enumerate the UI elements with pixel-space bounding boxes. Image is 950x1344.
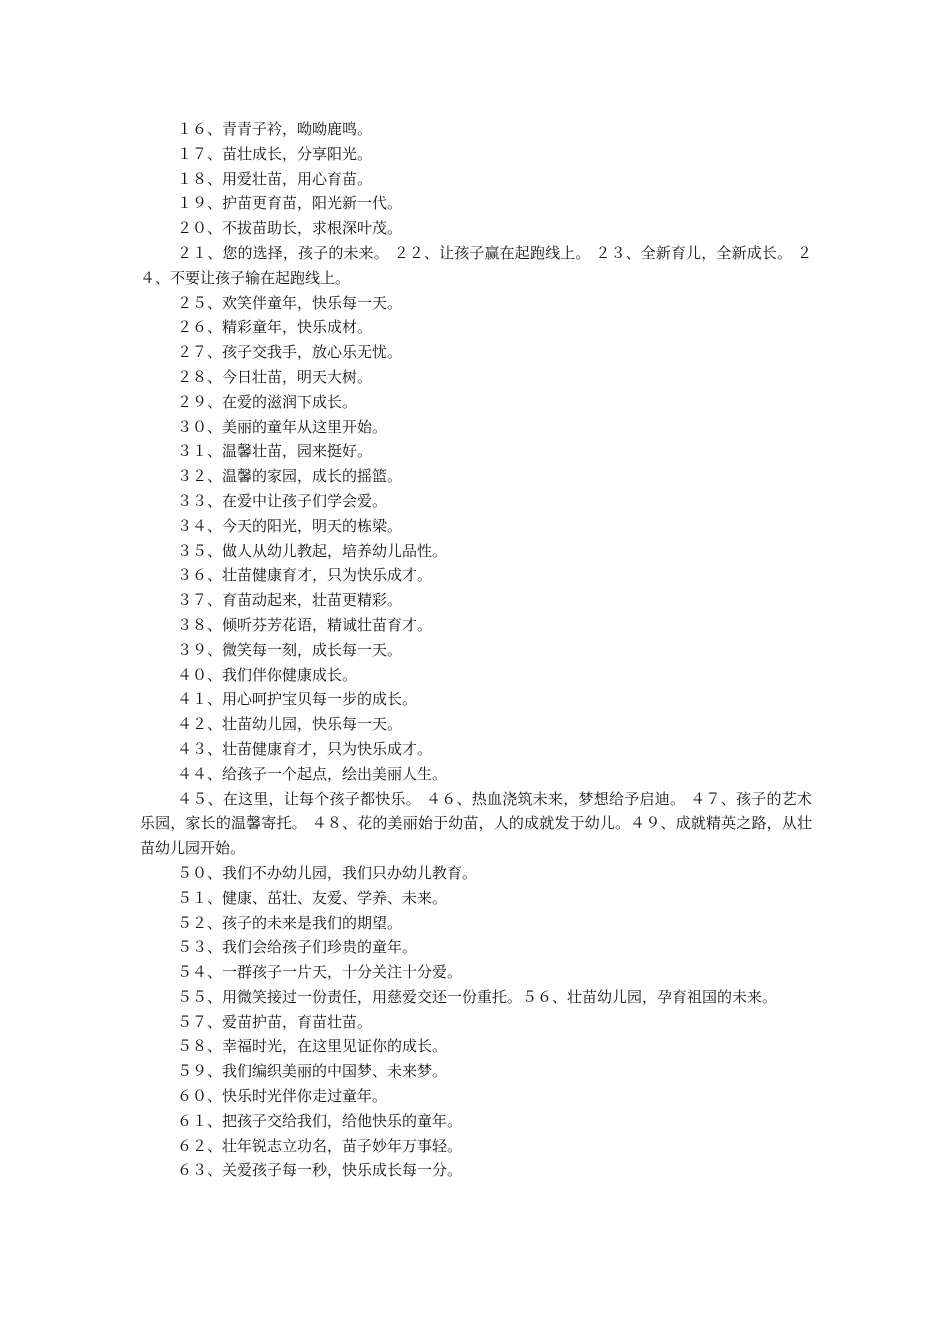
- paragraph-55-56: ５５、用微笑接过一份责任，用慈爱交还一份重托。５６、壮苗幼儿园，孕育祖国的未来。: [177, 987, 778, 1006]
- paragraph-21-24: ２１、您的选择，孩子的未来。 ２２、让孩子赢在起跑线上。 ２３、全新育儿，全新成长。 ２４、不要让孩子输在起跑线上。: [140, 243, 812, 287]
- paragraph-33: ３３、在爱中让孩子们学会爱。: [177, 491, 388, 510]
- paragraph-20: ２０、不拔苗助长，求根深叶茂。: [177, 219, 403, 238]
- paragraph-38: ３８、倾听芬芳花语，精诚壮苗育才。: [177, 615, 433, 634]
- paragraph-31: ３１、温馨壮苗，园来挺好。: [177, 442, 373, 461]
- paragraph-36: ３６、壮苗健康育才，只为快乐成才。: [177, 566, 433, 585]
- paragraph-35: ３５、做人从幼儿教起，培养幼儿品性。: [177, 541, 448, 560]
- paragraph-16: １６、青青子衿，呦呦鹿鸣。: [177, 120, 373, 138]
- paragraph-28: ２８、今日壮苗，明天大树。: [177, 367, 373, 386]
- paragraph-40: ４０、我们伴你健康成长。: [177, 665, 358, 684]
- paragraph-57: ５７、爱苗护苗，育苗壮苗。: [177, 1012, 373, 1031]
- paragraph-61: ６１、把孩子交给我们，给他快乐的童年。: [177, 1111, 463, 1130]
- paragraph-54: ５４、一群孩子一片天，十分关注十分爱。: [177, 963, 463, 982]
- document-body: [140, 117, 812, 1183]
- paragraph-34: ３４、今天的阳光，明天的栋梁。: [177, 516, 403, 535]
- paragraph-25: ２５、欢笑伴童年，快乐每一天。: [177, 293, 403, 312]
- paragraph-53: ５３、我们会给孩子们珍贵的童年。: [177, 938, 418, 957]
- paragraph-52: ５２、孩子的未来是我们的期望。: [177, 913, 403, 932]
- paragraph-29: ２９、在爱的滋润下成长。: [177, 392, 358, 411]
- paragraph-37: ３７、育苗动起来，壮苗更精彩。: [177, 591, 403, 610]
- paragraph-32: ３２、温馨的家园，成长的摇篮。: [177, 467, 403, 486]
- paragraph-18: １８、用爱壮苗，用心育苗。: [177, 169, 373, 188]
- paragraph-51: ５１、健康、茁壮、友爱、学养、未来。: [177, 888, 448, 907]
- paragraph-41: ４１、用心呵护宝贝每一步的成长。: [177, 690, 418, 709]
- paragraph-19: １９、护苗更育苗，阳光新一代。: [177, 194, 403, 213]
- paragraph-26: ２６、精彩童年，快乐成材。: [177, 318, 373, 337]
- paragraph-44: ４４、给孩子一个起点，绘出美丽人生。: [177, 764, 448, 783]
- paragraph-30: ３０、美丽的童年从这里开始。: [177, 417, 388, 436]
- paragraph-27: ２７、孩子交我手，放心乐无忧。: [177, 343, 403, 362]
- paragraph-43: ４３、壮苗健康育才，只为快乐成才。: [177, 739, 433, 758]
- paragraph-39: ３９、微笑每一刻，成长每一天。: [177, 640, 403, 659]
- paragraph-58: ５８、幸福时光，在这里见证你的成长。: [177, 1037, 448, 1056]
- paragraph-60: ６０、快乐时光伴你走过童年。: [177, 1087, 388, 1106]
- paragraph-59: ５９、我们编织美丽的中国梦、未来梦。: [177, 1062, 448, 1081]
- paragraph-62: ６２、壮年锐志立功名，苗子妙年万事轻。: [177, 1136, 463, 1155]
- paragraph-45-49: ４５、在这里，让每个孩子都快乐。 ４６、热血浇筑未来，梦想给予启迪。 ４７、孩子的艺术乐园，家长的温馨寄托。 ４８、花的美丽始于幼苗，人的成就发于幼儿。４９、成就精英之路，从壮苗幼儿园开始。: [140, 789, 812, 858]
- paragraph-50: ５０、我们不办幼儿园，我们只办幼儿教育。: [177, 863, 478, 882]
- paragraph-17: １７、苗壮成长，分享阳光。: [177, 144, 373, 163]
- paragraph-63: ６３、关爱孩子每一秒，快乐成长每一分。: [177, 1161, 463, 1180]
- paragraph-42: ４２、壮苗幼儿园，快乐每一天。: [177, 715, 403, 734]
